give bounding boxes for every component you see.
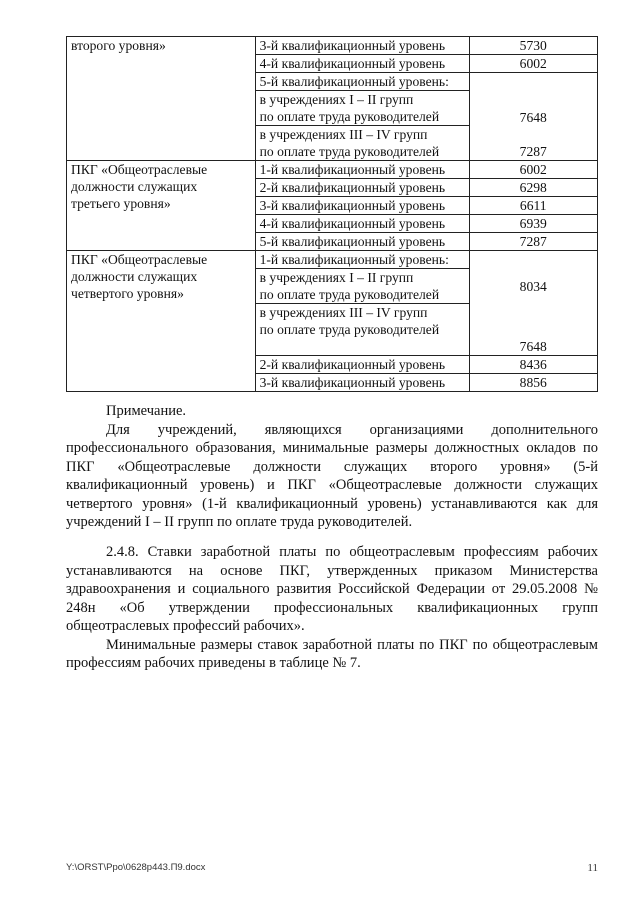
value-cell: 8436 [469,356,598,374]
value-cell: 7648 [469,91,598,126]
level-cell: в учреждениях I – II групп [255,269,469,287]
section-paragraph: 2.4.8. Ставки заработной платы по общеотраслевым профессиям рабочих устанавливаются на основе ПКГ, утвержденных приказом Министерства здравоохранения и социального развития Российской Федерации от 29.05.2008 № 248н «Об утверждении профессиональных квалификационных групп общеотраслевых профессий рабочих». [66,544,598,634]
level-cell: 4-й квалификационный уровень [255,55,469,73]
value-cell: 8856 [469,374,598,392]
level-cell-spacer [255,338,469,356]
level-cell: 2-й квалификационный уровень [255,356,469,374]
table-row [67,37,598,55]
value-cell: 7287 [469,233,598,251]
level-cell: в учреждениях III – IV групп [255,126,469,144]
level-cell: по оплате труда руководителей [255,108,469,126]
group-name: четвертого уровня» [71,286,184,301]
table-row [67,161,598,179]
group-name: должности служащих [71,269,198,284]
value-cell [469,73,598,91]
section-paragraph: Минимальные размеры ставок заработной платы по ПКГ по общеотраслевым профессиям рабочих приведены в таблице № 7. [66,636,598,671]
level-cell: 1-й квалификационный уровень: [255,251,469,269]
level-cell: 5-й квалификационный уровень: [255,73,469,91]
group-name-cell [67,251,256,392]
page-number: 11 [587,862,598,874]
level-cell: 3-й квалификационный уровень [255,197,469,215]
level-cell: 1-й квалификационный уровень [255,161,469,179]
level-cell: по оплате труда руководителей [255,286,469,304]
group-name: второго уровня» [71,38,166,53]
value-cell [469,251,598,269]
salary-table [66,36,598,392]
group-name: ПКГ «Общеотраслевые [71,252,208,267]
table-row [67,251,598,269]
group-name: третьего уровня» [71,196,171,211]
note-title: Примечание. [106,403,187,419]
value-cell: 6611 [469,197,598,215]
group-name-cell [67,37,256,161]
section-block [66,543,598,673]
level-cell: 3-й квалификационный уровень [255,37,469,55]
value-cell: 5730 [469,37,598,55]
value-cell: 6002 [469,161,598,179]
value-cell: 8034 [469,269,598,304]
value-cell: 6298 [469,179,598,197]
level-cell: в учреждениях III – IV групп [255,304,469,322]
level-cell: 4-й квалификационный уровень [255,215,469,233]
value-cell: 7648 [469,304,598,356]
group-name: ПКГ «Общеотраслевые [71,162,208,177]
group-name-cell [67,161,256,251]
note-body: Для учреждений, являющихся организациями дополнительного профессионального образования, минимальные размеры должностных окладов по ПКГ «Общеотраслевые должности служащих второго уровня» (5-й квалификационный уровень) и ПКГ «Общеотраслевые должности служащих четвертого уровня» (1-й квалификационный уровень) устанавливаются как для учреждений I – II групп по оплате труда руководителей. [66,421,598,530]
note-block [66,402,598,532]
level-cell: по оплате труда руководителей [255,321,469,338]
level-cell: по оплате труда руководителей [255,143,469,161]
level-cell: 3-й квалификационный уровень [255,374,469,392]
value-cell: 7287 [469,126,598,161]
level-cell: в учреждениях I – II групп [255,91,469,109]
level-cell: 5-й квалификационный уровень [255,233,469,251]
group-name: должности служащих [71,179,198,194]
footer-file-path: Y:\ORST\Ppo\0628p443.П9.docx [66,862,206,873]
value-cell: 6002 [469,55,598,73]
level-cell: 2-й квалификационный уровень [255,179,469,197]
value-cell: 6939 [469,215,598,233]
